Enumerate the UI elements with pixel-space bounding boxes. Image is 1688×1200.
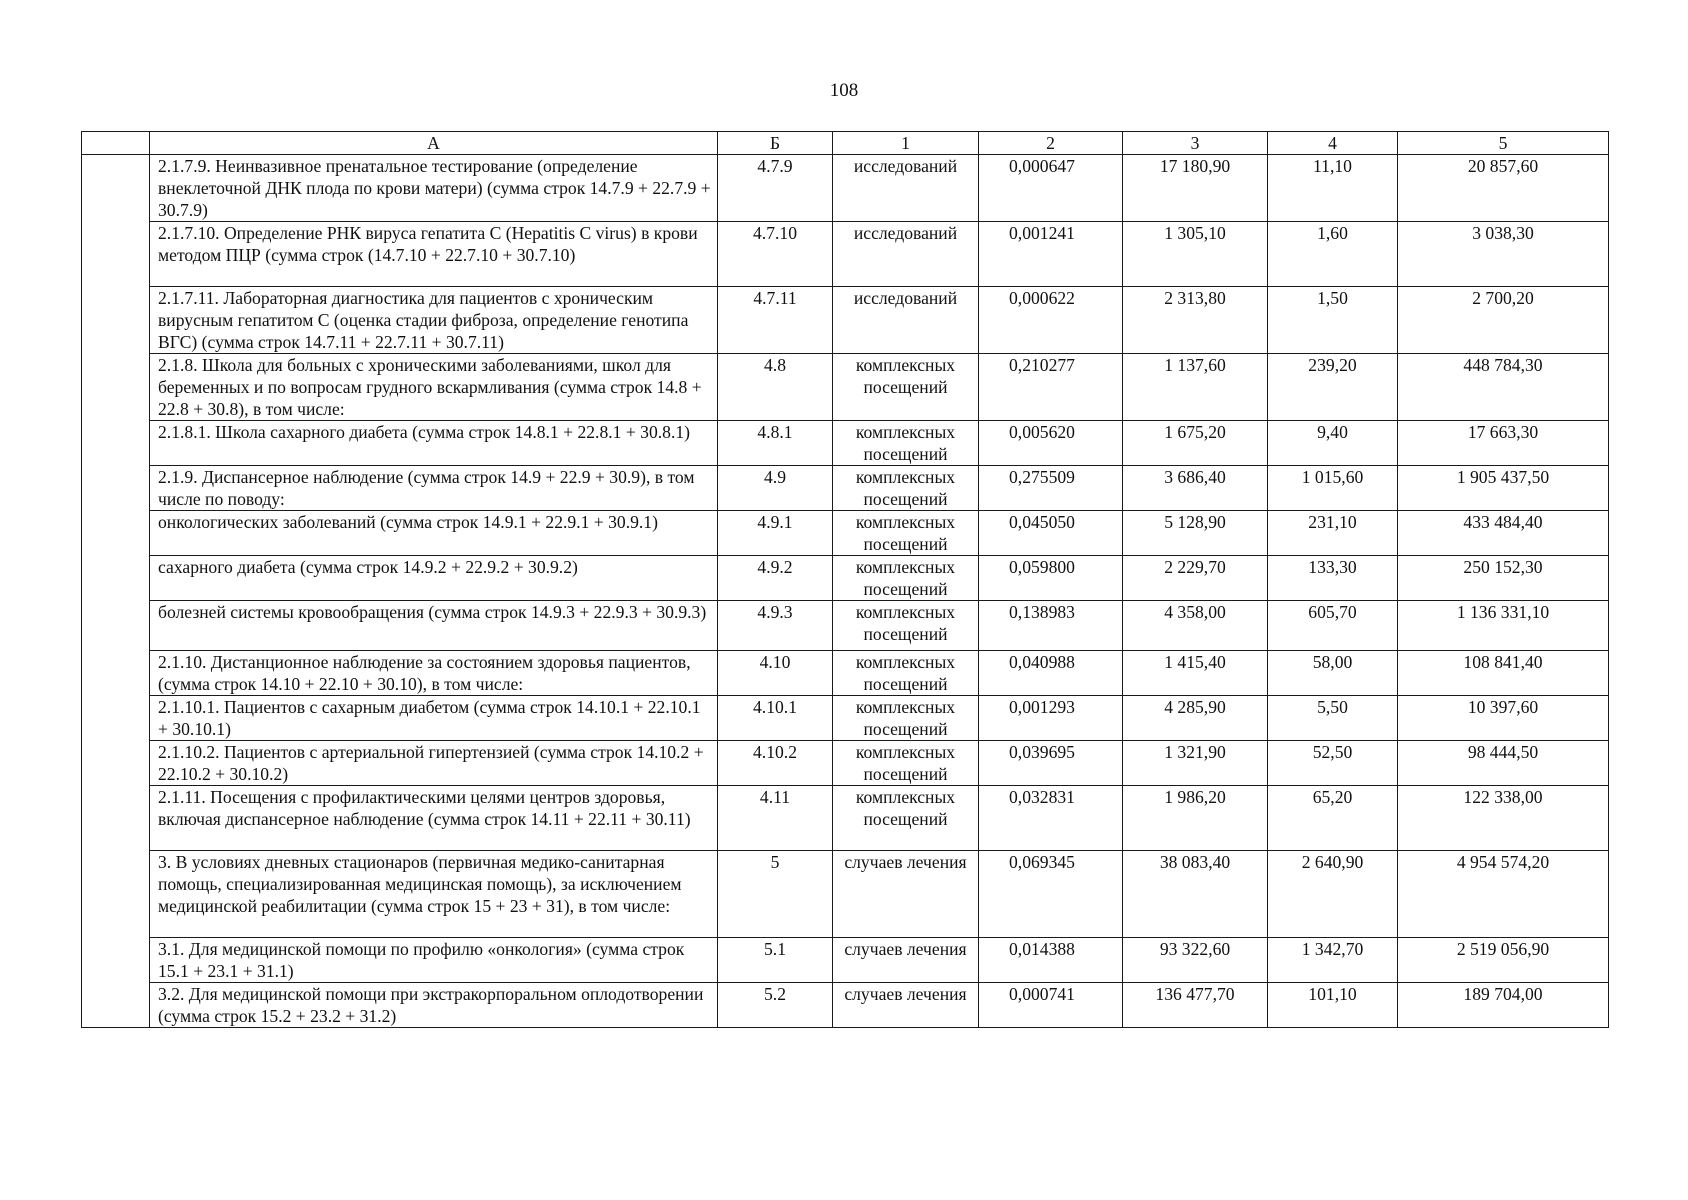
row-value-2: 0,138983 — [979, 601, 1123, 651]
row-value-2: 0,210277 — [979, 354, 1123, 421]
row-code: 4.9.1 — [718, 511, 833, 556]
row-code: 4.8.1 — [718, 421, 833, 466]
row-value-2: 0,014388 — [979, 938, 1123, 983]
row-blank-cell — [82, 696, 150, 741]
row-unit: случаев лечения — [833, 851, 979, 938]
row-blank-cell — [82, 983, 150, 1028]
row-code: 4.10.1 — [718, 696, 833, 741]
table-row — [82, 741, 1609, 786]
row-value-4: 101,10 — [1268, 983, 1398, 1028]
row-value-5: 2 519 056,90 — [1398, 938, 1609, 983]
row-blank-cell — [82, 651, 150, 696]
row-unit: случаев лечения — [833, 938, 979, 983]
table-row — [82, 651, 1609, 696]
row-value-5: 98 444,50 — [1398, 741, 1609, 786]
row-blank-cell — [82, 851, 150, 938]
table-row — [82, 511, 1609, 556]
row-value-3: 4 285,90 — [1123, 696, 1268, 741]
row-unit: комплексных посещений — [833, 601, 979, 651]
table-row — [82, 287, 1609, 354]
row-value-2: 0,059800 — [979, 556, 1123, 601]
row-description: сахарного диабета (сумма строк 14.9.2 + 22.9.2 + 30.9.2) — [150, 556, 718, 601]
data-table — [81, 131, 1609, 1028]
row-code: 4.11 — [718, 786, 833, 851]
table-row — [82, 786, 1609, 851]
row-blank-cell — [82, 354, 150, 421]
row-value-3: 1 986,20 — [1123, 786, 1268, 851]
row-unit: комплексных посещений — [833, 466, 979, 511]
table-row — [82, 155, 1609, 222]
row-blank-cell — [82, 601, 150, 651]
row-value-4: 605,70 — [1268, 601, 1398, 651]
row-description: 2.1.9. Диспансерное наблюдение (сумма строк 14.9 + 22.9 + 30.9), в том числе по поводу: — [150, 466, 718, 511]
row-value-5: 1 905 437,50 — [1398, 466, 1609, 511]
row-value-5: 1 136 331,10 — [1398, 601, 1609, 651]
row-value-3: 136 477,70 — [1123, 983, 1268, 1028]
row-unit: комплексных посещений — [833, 421, 979, 466]
row-description: 2.1.7.11. Лабораторная диагностика для пациентов с хроническим вирусным гепатитом С (оценка стадии фиброза, определение генотипа ВГС) (сумма строк 14.7.11 + 22.7.11 + 30.7.11) — [150, 287, 718, 354]
row-unit: комплексных посещений — [833, 696, 979, 741]
row-code: 5.1 — [718, 938, 833, 983]
row-value-4: 231,10 — [1268, 511, 1398, 556]
row-unit: исследований — [833, 155, 979, 222]
header-cell-4: 4 — [1268, 132, 1398, 155]
row-description: 2.1.7.9. Неинвазивное пренатальное тестирование (определение внеклеточной ДНК плода по крови матери) (сумма строк 14.7.9 + 22.7.9 + 30.7.9) — [150, 155, 718, 222]
row-value-5: 122 338,00 — [1398, 786, 1609, 851]
header-cell-5: 5 — [1398, 132, 1609, 155]
row-value-3: 38 083,40 — [1123, 851, 1268, 938]
table-row — [82, 601, 1609, 651]
row-unit: случаев лечения — [833, 983, 979, 1028]
row-description: 2.1.7.10. Определение РНК вируса гепатита С (Hepatitis C virus) в крови методом ПЦР (сумма строк (14.7.10 + 22.7.10 + 30.7.10) — [150, 222, 718, 287]
row-description: 3. В условиях дневных стационаров (первичная медико-санитарная помощь, специализированная медицинская помощь), за исключением медицинской реабилитации (сумма строк 15 + 23 + 31), в том числе: — [150, 851, 718, 938]
row-value-2: 0,040988 — [979, 651, 1123, 696]
page-number: 108 — [829, 80, 859, 101]
row-value-3: 1 321,90 — [1123, 741, 1268, 786]
row-value-4: 1 342,70 — [1268, 938, 1398, 983]
row-value-2: 0,275509 — [979, 466, 1123, 511]
row-unit: комплексных посещений — [833, 354, 979, 421]
row-value-2: 0,000622 — [979, 287, 1123, 354]
row-description: 2.1.8. Школа для больных с хроническими заболеваниями, школ для беременных и по вопросам грудного вскармливания (сумма строк 14.8 + 22.8 + 30.8), в том числе: — [150, 354, 718, 421]
row-description: 2.1.10. Дистанционное наблюдение за состоянием здоровья пациентов, (сумма строк 14.10 + 22.10 + 30.10), в том числе: — [150, 651, 718, 696]
row-code: 4.7.11 — [718, 287, 833, 354]
header-cell-blank — [82, 132, 150, 155]
row-value-3: 2 229,70 — [1123, 556, 1268, 601]
row-value-5: 2 700,20 — [1398, 287, 1609, 354]
row-blank-cell — [82, 466, 150, 511]
row-description: 2.1.10.1. Пациентов с сахарным диабетом (сумма строк 14.10.1 + 22.10.1 + 30.10.1) — [150, 696, 718, 741]
row-blank-cell — [82, 556, 150, 601]
row-value-5: 108 841,40 — [1398, 651, 1609, 696]
row-description: 3.1. Для медицинской помощи по профилю «онкология» (сумма строк 15.1 + 23.1 + 31.1) — [150, 938, 718, 983]
row-value-3: 1 137,60 — [1123, 354, 1268, 421]
row-value-4: 58,00 — [1268, 651, 1398, 696]
row-value-2: 0,001241 — [979, 222, 1123, 287]
row-code: 4.10 — [718, 651, 833, 696]
row-value-5: 448 784,30 — [1398, 354, 1609, 421]
row-value-5: 20 857,60 — [1398, 155, 1609, 222]
row-value-3: 1 305,10 — [1123, 222, 1268, 287]
row-unit: исследований — [833, 222, 979, 287]
row-value-5: 250 152,30 — [1398, 556, 1609, 601]
row-value-4: 133,30 — [1268, 556, 1398, 601]
row-value-3: 1 675,20 — [1123, 421, 1268, 466]
row-value-5: 189 704,00 — [1398, 983, 1609, 1028]
row-value-2: 0,000741 — [979, 983, 1123, 1028]
row-value-4: 52,50 — [1268, 741, 1398, 786]
row-blank-cell — [82, 155, 150, 222]
table-row — [82, 421, 1609, 466]
header-cell-3: 3 — [1123, 132, 1268, 155]
table-row — [82, 556, 1609, 601]
table-row — [82, 983, 1609, 1028]
row-blank-cell — [82, 741, 150, 786]
row-value-4: 239,20 — [1268, 354, 1398, 421]
row-code: 4.7.10 — [718, 222, 833, 287]
row-code: 4.8 — [718, 354, 833, 421]
row-code: 4.9 — [718, 466, 833, 511]
row-value-2: 0,000647 — [979, 155, 1123, 222]
table-body — [82, 132, 1609, 1028]
row-value-2: 0,001293 — [979, 696, 1123, 741]
row-value-2: 0,069345 — [979, 851, 1123, 938]
row-description: болезней системы кровообращения (сумма строк 14.9.3 + 22.9.3 + 30.9.3) — [150, 601, 718, 651]
header-cell-2: 2 — [979, 132, 1123, 155]
row-code: 5.2 — [718, 983, 833, 1028]
row-code: 4.10.2 — [718, 741, 833, 786]
row-value-5: 10 397,60 — [1398, 696, 1609, 741]
row-blank-cell — [82, 222, 150, 287]
row-value-3: 2 313,80 — [1123, 287, 1268, 354]
row-value-4: 1,50 — [1268, 287, 1398, 354]
row-description: 2.1.8.1. Школа сахарного диабета (сумма строк 14.8.1 + 22.8.1 + 30.8.1) — [150, 421, 718, 466]
header-cell-a: А — [150, 132, 718, 155]
row-value-2: 0,045050 — [979, 511, 1123, 556]
row-value-2: 0,005620 — [979, 421, 1123, 466]
row-value-5: 3 038,30 — [1398, 222, 1609, 287]
table-row — [82, 466, 1609, 511]
row-value-3: 1 415,40 — [1123, 651, 1268, 696]
table-row — [82, 696, 1609, 741]
row-value-4: 11,10 — [1268, 155, 1398, 222]
row-value-4: 1,60 — [1268, 222, 1398, 287]
header-cell-b: Б — [718, 132, 833, 155]
row-blank-cell — [82, 938, 150, 983]
row-blank-cell — [82, 786, 150, 851]
table-row — [82, 222, 1609, 287]
row-unit: комплексных посещений — [833, 511, 979, 556]
row-value-5: 4 954 574,20 — [1398, 851, 1609, 938]
row-blank-cell — [82, 511, 150, 556]
row-value-3: 4 358,00 — [1123, 601, 1268, 651]
row-value-5: 433 484,40 — [1398, 511, 1609, 556]
row-blank-cell — [82, 287, 150, 354]
row-blank-cell — [82, 421, 150, 466]
row-value-4: 9,40 — [1268, 421, 1398, 466]
row-code: 4.7.9 — [718, 155, 833, 222]
row-value-4: 65,20 — [1268, 786, 1398, 851]
row-description: 2.1.11. Посещения с профилактическими целями центров здоровья, включая диспансерное наблюдение (сумма строк 14.11 + 22.11 + 30.11) — [150, 786, 718, 851]
row-value-4: 2 640,90 — [1268, 851, 1398, 938]
table-row — [82, 851, 1609, 938]
row-description: 3.2. Для медицинской помощи при экстракорпоральном оплодотворении (сумма строк 15.2 + 23.2 + 31.2) — [150, 983, 718, 1028]
row-value-2: 0,039695 — [979, 741, 1123, 786]
row-value-2: 0,032831 — [979, 786, 1123, 851]
row-unit: исследований — [833, 287, 979, 354]
row-value-3: 93 322,60 — [1123, 938, 1268, 983]
row-code: 4.9.3 — [718, 601, 833, 651]
header-cell-1: 1 — [833, 132, 979, 155]
table-header-row — [82, 132, 1609, 155]
table-row — [82, 938, 1609, 983]
row-value-3: 3 686,40 — [1123, 466, 1268, 511]
row-value-5: 17 663,30 — [1398, 421, 1609, 466]
row-description: онкологических заболеваний (сумма строк 14.9.1 + 22.9.1 + 30.9.1) — [150, 511, 718, 556]
row-value-3: 5 128,90 — [1123, 511, 1268, 556]
row-unit: комплексных посещений — [833, 741, 979, 786]
row-code: 4.9.2 — [718, 556, 833, 601]
row-value-4: 5,50 — [1268, 696, 1398, 741]
row-description: 2.1.10.2. Пациентов с артериальной гипертензией (сумма строк 14.10.2 + 22.10.2 + 30.10.2) — [150, 741, 718, 786]
row-value-3: 17 180,90 — [1123, 155, 1268, 222]
row-value-4: 1 015,60 — [1268, 466, 1398, 511]
row-unit: комплексных посещений — [833, 556, 979, 601]
row-code: 5 — [718, 851, 833, 938]
table-row — [82, 354, 1609, 421]
row-unit: комплексных посещений — [833, 786, 979, 851]
row-unit: комплексных посещений — [833, 651, 979, 696]
